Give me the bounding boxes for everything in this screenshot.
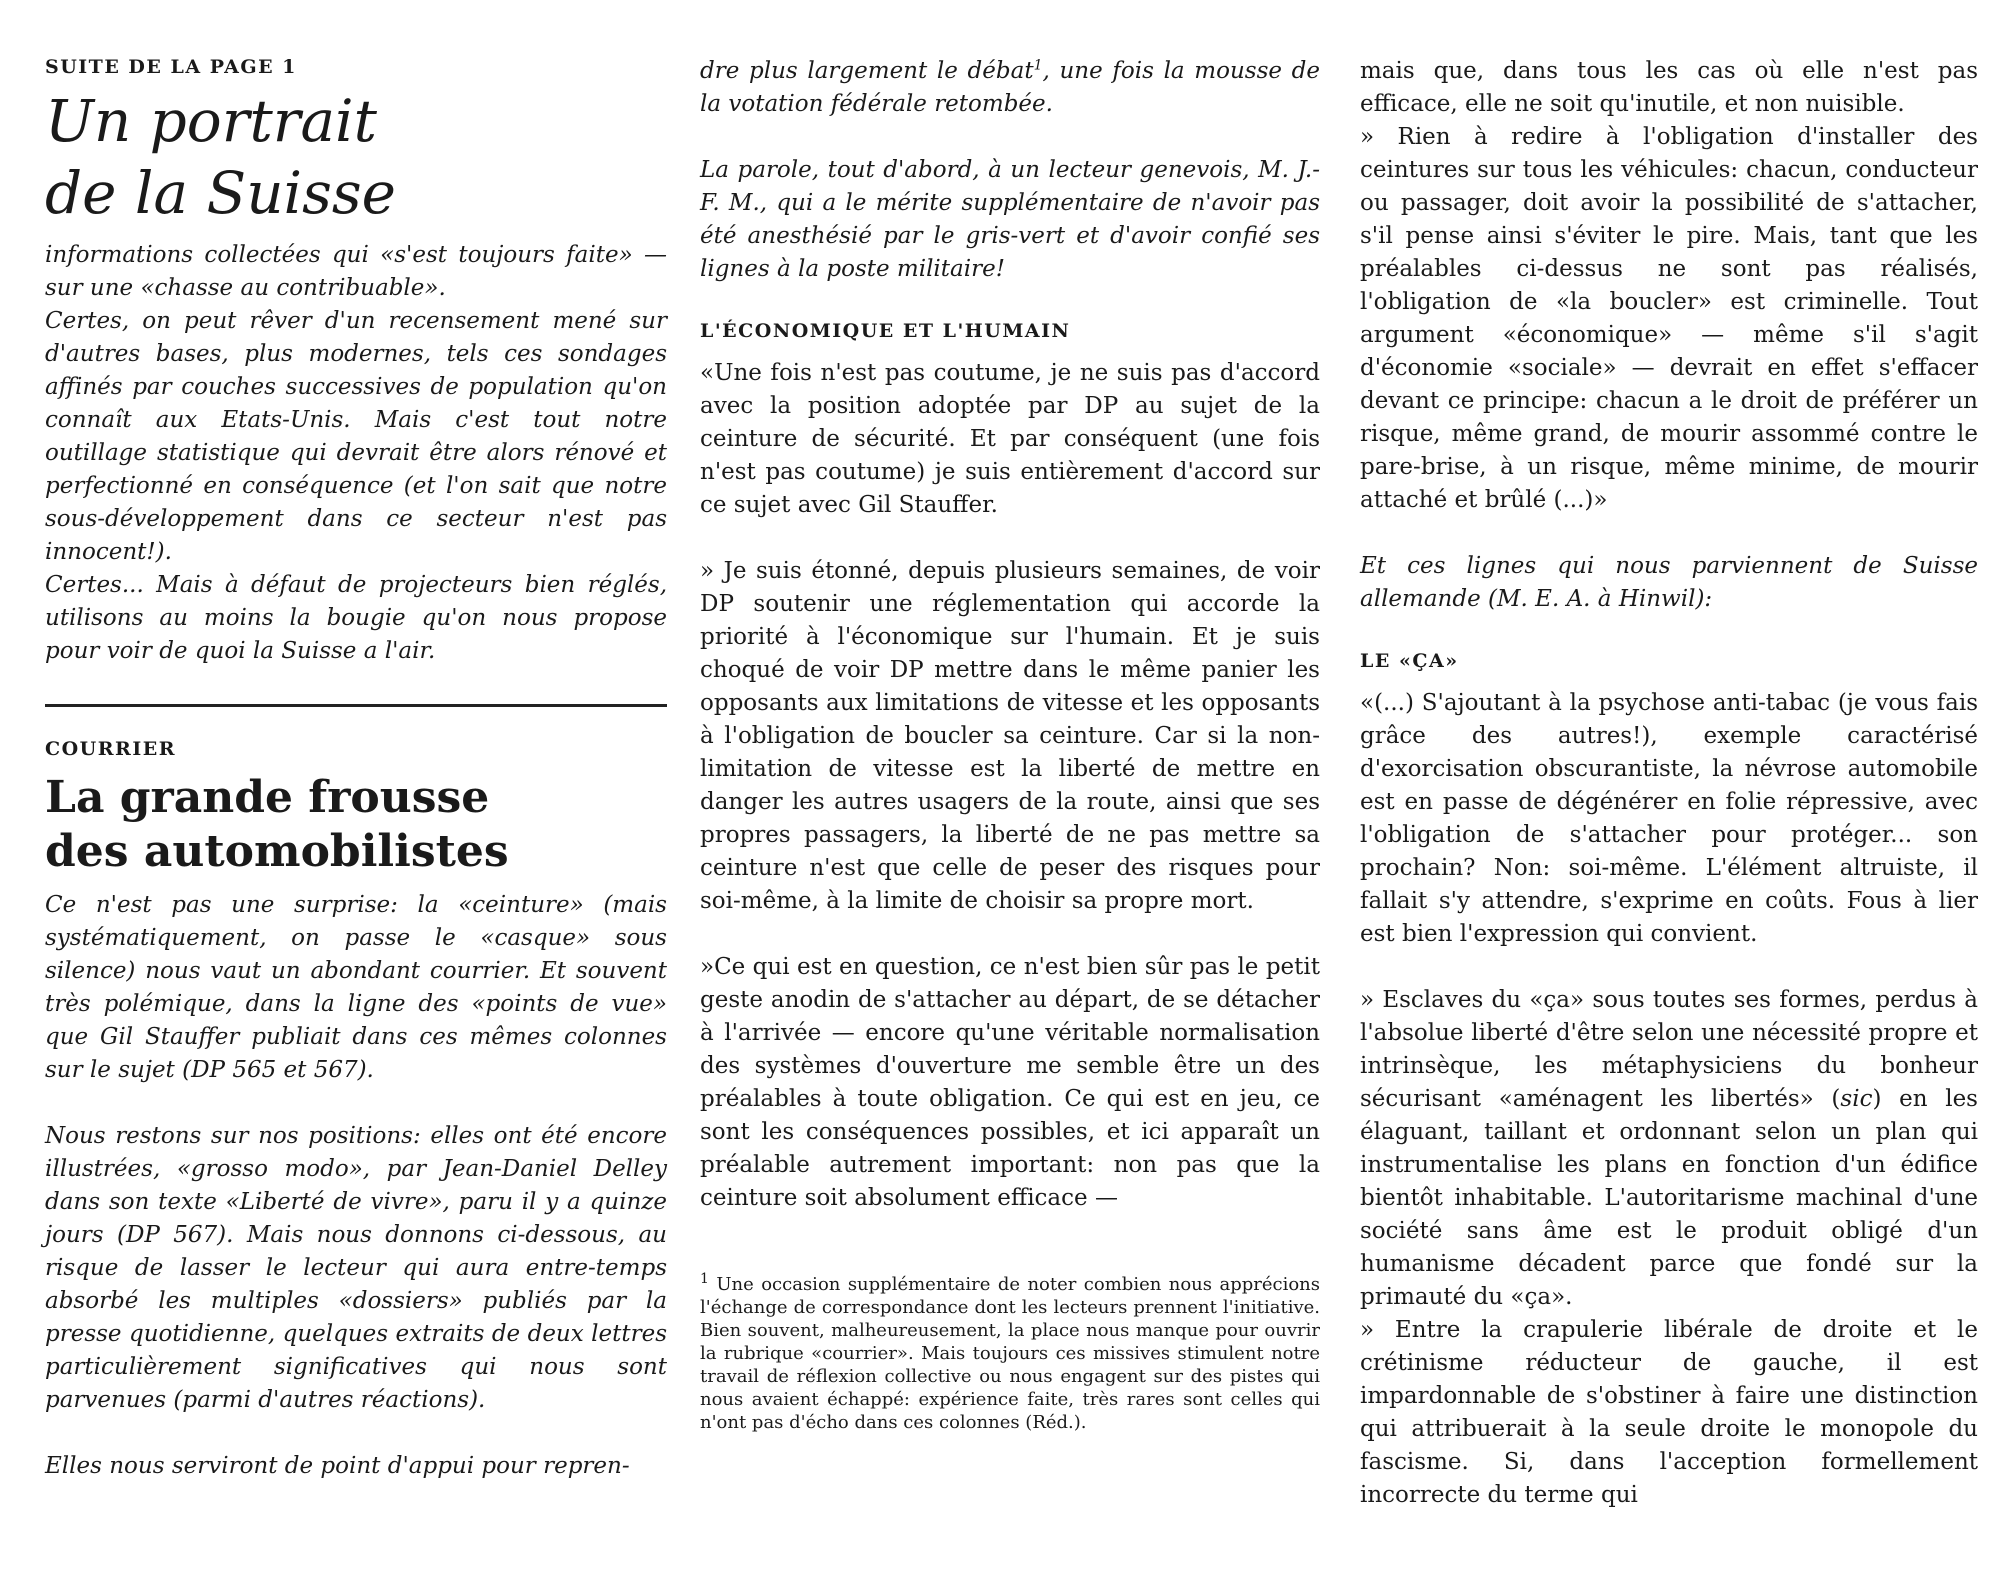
- section-heading: LE «ÇA»: [1360, 650, 1459, 672]
- paragraph: Elles nous serviront de point d'appui pour repren-: [45, 1453, 630, 1479]
- paragraph: Et ces lignes qui nous parviennent de Suisse allemande (M. E. A. à Hinwil):: [1360, 553, 1978, 612]
- title-line: de la Suisse: [45, 159, 396, 227]
- section-kicker: SUITE DE LA PAGE 1: [45, 56, 297, 78]
- paragraph: » Entre la crapulerie libérale de droite et le crétinisme réducteur de gauche, il est impardonnable de s'obstiner à faire une distinction qui attribuerait à la seule droite le monopole du fascisme. Si, dans l'acception formellement incorrecte du terme qui: [1360, 1317, 1978, 1508]
- paragraph: »Ce qui est en question, ce n'est bien sûr pas le petit geste anodin de s'attacher au départ, de se détacher à l'arrivée — encore qu'une véritable normalisation des systèmes d'ouverture me semble être un des préalables à toute obligation. Ce qui est en jeu, ce sont les conséquences possibles, et ici apparaît un préalable autrement important: non pas que la ceinture soit absolument efficace —: [700, 954, 1320, 1211]
- paragraph: Ce n'est pas une surprise: la «ceinture» (mais systématiquement, on passe le «casque» sous silence) nous vaut un abondant courrier. Et souvent très polémique, dans la ligne des «points de vue» que Gil Stauffer publiait dans ces mêmes colonnes sur le sujet (DP 565 et 567).: [45, 892, 667, 1083]
- article-title-frousse: [45, 771, 667, 879]
- title-line: La grande frousse: [45, 772, 490, 823]
- paragraph: «(...) S'ajoutant à la psychose anti-tabac (je vous fais grâce des autres!), exemple caractérisé d'exorcisation obscurantiste, la névrose automobile est en passe de dégénérer en folie répressive, avec l'obligation de s'attacher pour protéger... son prochain? Non: soi-même. L'élément altruiste, il fallait s'y attendre, s'exprime en coûts. Fous à lier est bien l'expression qui convient.: [1360, 690, 1978, 947]
- title-line: des automobilistes: [45, 826, 509, 877]
- section-divider: [45, 704, 667, 707]
- footnote: $^1$ Une occasion supplémentaire de noter combien nous apprécions l'échange de correspondance dont les lecteurs prennent l'initiative. Bien souvent, malheureusement, la place nous manque pour ouvrir la rubrique «courrier». Mais toujours ces missives stimulent notre travail de réflexion collective ou nous engagent sur des pistes qui nous avaient échappé: expérience faite, très rares sont celles qui n'ont pas d'écho dans ces colonnes (Réd.).: [700, 1271, 1320, 1433]
- section-heading: L'ÉCONOMIQUE ET L'HUMAIN: [700, 320, 1071, 342]
- paragraph: dre plus largement le débat$^1$, une fois la mousse de la votation fédérale retombée.: [700, 57, 1320, 117]
- column-3: [1360, 55, 1978, 1512]
- paragraph: » Esclaves du «ça» sous toutes ses formes, perdus à l'absolue liberté d'être selon une nécessité propre et intrinsèque, les métaphysiciens du bonheur sécurisant «aménagent les libertés» (sic) en les élaguant, taillant et ordonnant selon un plan qui instrumentalise les plans en fonction d'un édifice bientôt inhabitable. L'autoritarisme machinal d'une société sans âme est le produit obligé d'un humanisme décadent parce que fondé sur la primauté du «ça».: [1360, 987, 1978, 1310]
- paragraph: » Je suis étonné, depuis plusieurs semaines, de voir DP soutenir une réglementation qui accorde la priorité à l'économique sur l'humain. Et je suis choqué de voir DP mettre dans le même panier les opposants aux limitations de vitesse et les opposants à l'obligation de boucler sa ceinture. Car si la non-limitation de vitesse est la liberté de mettre en danger les autres usagers de la route, ainsi que ses propres passagers, la liberté de ne pas mettre sa ceinture n'est que celle de peser des risques pour soi-même, à la limite de choisir sa propre mort.: [700, 558, 1320, 914]
- column-1: [45, 55, 667, 1483]
- paragraph: Nous restons sur nos positions: elles ont été encore illustrées, «grosso modo», par Jean-Daniel Delley dans son texte «Liberté de vivre», paru il y a quinze jours (DP 567). Mais nous donnons ci-dessous, au risque de lasser le lecteur qui aura entre-temps absorbé les multiples «dossiers» publiés par la presse quotidienne, quelques extraits de deux lettres particulièrement significatives qui nous sont parvenues (parmi d'autres réactions).: [45, 1123, 667, 1413]
- article-title-portrait: [45, 85, 667, 229]
- paragraph: mais que, dans tous les cas où elle n'est pas efficace, elle ne soit qu'inutile, et non nuisible.: [1360, 58, 1978, 117]
- paragraph: informations collectées qui «s'est toujours faite» — sur une «chasse au contribuable».: [45, 242, 667, 301]
- paragraph: » Rien à redire à l'obligation d'installer des ceintures sur tous les véhicules: chacun, conducteur ou passager, doit avoir la possibilité de s'attacher, s'il pense ainsi s'éviter le pire. Mais, tant que les préalables ci-dessus ne sont pas réalisés, l'obligation de «la boucler» est criminelle. Tout argument «économique» — même s'il s'agit d'économie «sociale» — devrait en effet s'effacer devant ce principe: chacun a le droit de préférer un risque, même grand, de mourir assommé contre le pare-brise, à un risque, même minime, de mourir attaché et brûlé (...)»: [1360, 124, 1978, 513]
- paragraph: Certes... Mais à défaut de projecteurs bien réglés, utilisons au moins la bougie qu'on nous propose pour voir de quoi la Suisse a l'air.: [45, 572, 667, 664]
- paragraph: «Une fois n'est pas coutume, je ne suis pas d'accord avec la position adoptée par DP au sujet de la ceinture de sécurité. Et par conséquent (une fois n'est pas coutume) je suis entièrement d'accord sur ce sujet avec Gil Stauffer.: [700, 360, 1320, 518]
- column-2: [700, 55, 1320, 1434]
- paragraph: Certes, on peut rêver d'un recensement mené sur d'autres bases, plus modernes, tels ces sondages affinés par couches successives de population qu'on connaît aux Etats-Unis. Mais c'est tout notre outillage statistique qui devrait être alors rénové et perfectionné en conséquence (et l'on sait que notre sous-développement dans ce secteur n'est pas innocent!).: [45, 308, 667, 565]
- section-kicker: COURRIER: [45, 738, 176, 760]
- title-line: Un portrait: [45, 87, 377, 155]
- paragraph: La parole, tout d'abord, à un lecteur genevois, M. J.-F. M., qui a le mérite supplémentaire de n'avoir pas été anesthésié par le gris-vert et d'avoir confié ses lignes à la poste militaire!: [700, 157, 1320, 282]
- footnote-ref: 1: [1033, 57, 1043, 74]
